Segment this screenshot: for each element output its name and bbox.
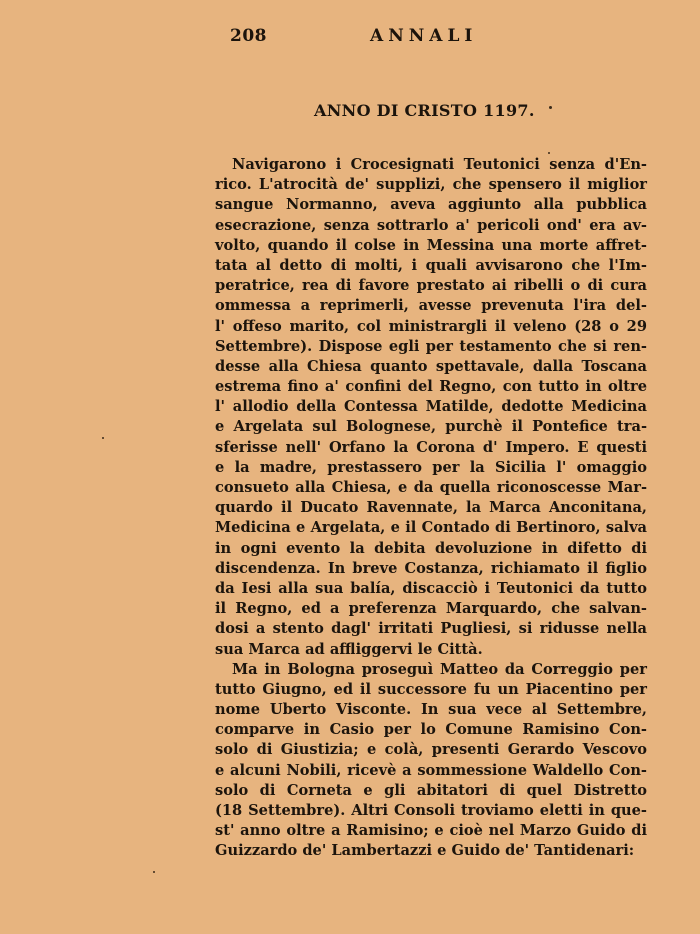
text-line: (18 Settembre). Altri Consoli troviamo eletti in que- xyxy=(215,802,647,819)
text-line: Navigarono i Crocesignati Teutonici senza d'En- xyxy=(232,156,647,173)
text-line: Medicina e Argelata, e il Contado di Bertinoro, salva xyxy=(215,519,647,537)
text-line: e alcuni Nobili, ricevè a sommessione Waldello Con- xyxy=(215,761,647,779)
page-number: 208 xyxy=(230,26,267,46)
text-line: in ogni evento la debita devoluzione in difetto di xyxy=(215,539,647,557)
body-text xyxy=(215,155,647,862)
text-line: l' offeso marito, col ministrargli il veleno (28 o 29 xyxy=(215,317,647,335)
text-line: da Iesi alla sua balía, discacciò i Teutonici da tutto xyxy=(215,579,647,597)
text-line: Guizzardo de' Lambertazzi e Guido de' Tantidenari: xyxy=(215,842,635,860)
paragraph xyxy=(215,660,647,862)
text-line: dosi a stento dagl' irritati Pugliesi, si ridusse nella xyxy=(215,620,647,638)
text-line: e la madre, prestassero per la Sicilia l' omaggio xyxy=(215,458,647,476)
text-line: peratrice, rea di favore prestato ai ribelli o di cura xyxy=(215,277,647,295)
text-line: volto, quando il colse in Messina una morte affret- xyxy=(215,236,647,254)
text-line: st' anno oltre a Ramisino; e cioè nel Marzo Guido di xyxy=(215,822,647,840)
text-line: tata al detto di molti, i quali avvisarono che l'Im- xyxy=(215,256,647,274)
page-speck xyxy=(549,106,552,109)
text-line: il Regno, ed a preferenza Marquardo, che salvan- xyxy=(215,600,647,618)
year-heading: ANNO DI CRISTO 1197. xyxy=(314,101,535,120)
text-line: e Argelata sul Bolognese, purchè il Pontefice tra- xyxy=(215,418,647,436)
text-line: solo di Giustizia; e colà, presenti Gerardo Vescovo xyxy=(215,741,647,759)
text-line: sangue Normanno, aveva aggiunto alla pubblica xyxy=(215,196,647,214)
text-line: Settembre). Dispose egli per testamento che si ren- xyxy=(215,337,647,355)
text-line: sferisse nell' Orfano la Corona d' Impero. E questi xyxy=(215,438,647,456)
text-line: solo di Corneta e gli abitatori di quel Distretto xyxy=(215,781,647,799)
page-speck xyxy=(102,437,104,439)
text-line: desse alla Chiesa quanto spettavale, dalla Toscana xyxy=(215,357,647,375)
text-line: ommessa a reprimerli, avesse prevenuta l'ira del- xyxy=(215,297,647,315)
text-line: nome Uberto Visconte. In sua vece al Settembre, xyxy=(215,701,647,719)
text-line: consueto alla Chiesa, e da quella riconoscesse Mar- xyxy=(215,479,647,496)
page-speck xyxy=(153,871,155,873)
page-speck xyxy=(548,152,550,154)
text-line: discendenza. In breve Costanza, richiamato il figlio xyxy=(215,559,647,577)
text-line: comparve in Casio per lo Comune Ramisino Con- xyxy=(215,721,647,739)
text-line: tutto Giugno, ed il successore fu un Piacentino per xyxy=(215,680,647,698)
text-line: l' allodio della Contessa Matilde, dedotte Medicina xyxy=(215,398,647,416)
paragraph xyxy=(215,155,647,660)
running-title: ANNALI xyxy=(370,26,478,46)
text-line: rico. L'atrocità de' supplizi, che spensero il miglior xyxy=(215,176,647,194)
text-line: Ma in Bologna proseguì Matteo da Correggio per xyxy=(232,660,647,678)
text-line: esecrazione, senza sottrarlo a' pericoli ond' era av- xyxy=(215,216,647,234)
text-line: estrema fino a' confini del Regno, con tutto in oltre xyxy=(215,378,647,396)
text-line: sua Marca ad affliggervi le Città. xyxy=(215,640,483,658)
page-header xyxy=(230,26,480,48)
text-line: quardo il Ducato Ravennate, la Marca Anconitana, xyxy=(215,499,647,517)
